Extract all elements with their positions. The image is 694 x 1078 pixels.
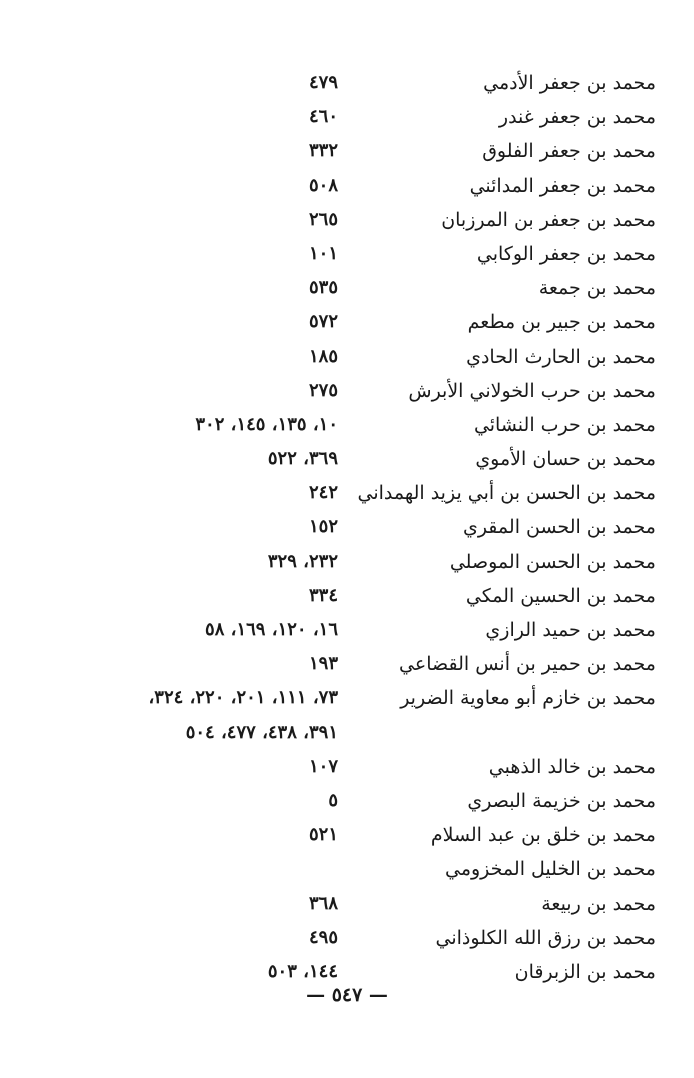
entry-pages: ١٠، ١٣٥، ١٤٥، ٣٠٢ bbox=[195, 413, 338, 435]
index-entry bbox=[0, 579, 694, 613]
entry-name: محمد بن حميد الرازي bbox=[485, 619, 656, 641]
entry-pages: ٣٦٩، ٥٢٢ bbox=[267, 448, 338, 470]
entry-pages: ١٤٤، ٥٠٣ bbox=[267, 960, 338, 982]
index-entries bbox=[0, 66, 694, 989]
entry-name: محمد بن خالد الذهبي bbox=[488, 755, 656, 778]
entry-name: محمد بن جبير بن مطعم bbox=[467, 311, 656, 334]
index-entry bbox=[0, 340, 694, 374]
entry-pages: ٥ bbox=[328, 789, 338, 811]
index-entry bbox=[0, 476, 694, 510]
entry-name: محمد بن جعفر غندر bbox=[498, 106, 656, 129]
entry-name: محمد بن الحسن الموصلي bbox=[449, 550, 656, 573]
index-entry bbox=[0, 510, 694, 544]
entry-pages: ١٩٣ bbox=[308, 653, 338, 675]
entry-name: محمد بن حرب الخولاني الأبرش bbox=[408, 379, 656, 402]
entry-name: محمد بن رزق الله الكلوذاني bbox=[435, 926, 656, 949]
entry-pages: ٧٣، ١١١، ٢٠١، ٢٢٠، ٣٢٤، bbox=[148, 687, 338, 709]
entry-pages: ٥٠٨ bbox=[308, 174, 338, 196]
index-entry bbox=[0, 408, 694, 442]
entry-pages: ٥٢١ bbox=[308, 824, 338, 846]
entry-pages: ١٠٧ bbox=[308, 755, 338, 777]
index-entry bbox=[0, 66, 694, 100]
index-entry bbox=[0, 613, 694, 647]
index-entry bbox=[0, 750, 694, 784]
index-entry-continuation bbox=[0, 716, 694, 750]
entry-pages: ٣٦٨ bbox=[308, 892, 338, 914]
entry-pages: ١٥٢ bbox=[308, 516, 338, 538]
index-entry bbox=[0, 852, 694, 886]
index-entry bbox=[0, 100, 694, 134]
entry-name: محمد بن خازم أبو معاوية الضرير bbox=[400, 687, 656, 710]
index-entry bbox=[0, 784, 694, 818]
entry-name: محمد بن جعفر بن المرزبان bbox=[441, 208, 656, 231]
index-entry bbox=[0, 681, 694, 715]
entry-name: محمد بن جعفر الأدمي bbox=[483, 72, 656, 94]
entry-name: محمد بن جعفر المدائني bbox=[469, 174, 656, 197]
entry-pages: ٢٧٥ bbox=[308, 379, 338, 401]
entry-pages: ٤٧٩ bbox=[308, 72, 338, 93]
index-entry bbox=[0, 237, 694, 271]
index-entry bbox=[0, 203, 694, 237]
entry-name: محمد بن جعفر الوكابي bbox=[476, 242, 656, 265]
index-entry bbox=[0, 545, 694, 579]
entry-name: محمد بن الخليل المخزومي bbox=[444, 858, 656, 881]
index-entry bbox=[0, 647, 694, 681]
entry-name: محمد بن جمعة bbox=[538, 277, 656, 300]
entry-pages: ٢٤٢ bbox=[308, 482, 338, 504]
entry-name: محمد بن الزبرقان bbox=[514, 960, 656, 983]
entry-pages: ٢٣٢، ٣٢٩ bbox=[267, 550, 338, 572]
entry-pages: ٥٣٥ bbox=[308, 277, 338, 299]
page-number: — ٥٤٧ — bbox=[306, 984, 388, 1006]
entry-pages: ٢٦٥ bbox=[308, 208, 338, 230]
index-entry bbox=[0, 818, 694, 852]
index-entry bbox=[0, 921, 694, 955]
index-entry bbox=[0, 305, 694, 339]
entry-name: محمد بن الحارث الحادي bbox=[466, 345, 656, 368]
entry-pages: ٣٣٤ bbox=[308, 584, 338, 606]
index-entry bbox=[0, 134, 694, 168]
entry-name: محمد بن خزيمة البصري bbox=[467, 789, 656, 812]
entry-pages: ٥٧٢ bbox=[308, 311, 338, 333]
index-entry bbox=[0, 374, 694, 408]
entry-pages: ٤٩٥ bbox=[308, 926, 338, 948]
entry-name: محمد بن ربيعة bbox=[541, 892, 656, 915]
index-entry bbox=[0, 442, 694, 476]
entry-pages: ١٦، ١٢٠، ١٦٩، ٥٨ bbox=[205, 619, 338, 640]
entry-pages: ٣٣٢ bbox=[308, 140, 338, 162]
entry-pages: ٤٦٠ bbox=[308, 106, 338, 128]
index-entry bbox=[0, 887, 694, 921]
entry-name: محمد بن حمير بن أنس القضاعي bbox=[399, 653, 656, 676]
entry-name: محمد بن خلق بن عبد السلام bbox=[430, 824, 656, 847]
index-entry bbox=[0, 271, 694, 305]
entry-name: محمد بن جعفر الفلوق bbox=[482, 140, 656, 163]
entry-pages: ٣٩١، ٤٣٨، ٤٧٧، ٥٠٤ bbox=[185, 721, 338, 743]
entry-name: محمد بن الحسن بن أبي يزيد الهمداني bbox=[357, 482, 656, 505]
index-entry bbox=[0, 169, 694, 203]
entry-name: محمد بن حسان الأموي bbox=[475, 448, 656, 471]
entry-name: محمد بن الحسين المكي bbox=[465, 584, 656, 607]
entry-name: محمد بن الحسن المقري bbox=[462, 516, 656, 539]
entry-pages: ١٠١ bbox=[308, 242, 338, 264]
entry-name: محمد بن حرب النشائي bbox=[473, 413, 656, 436]
entry-pages: ١٨٥ bbox=[308, 345, 338, 367]
